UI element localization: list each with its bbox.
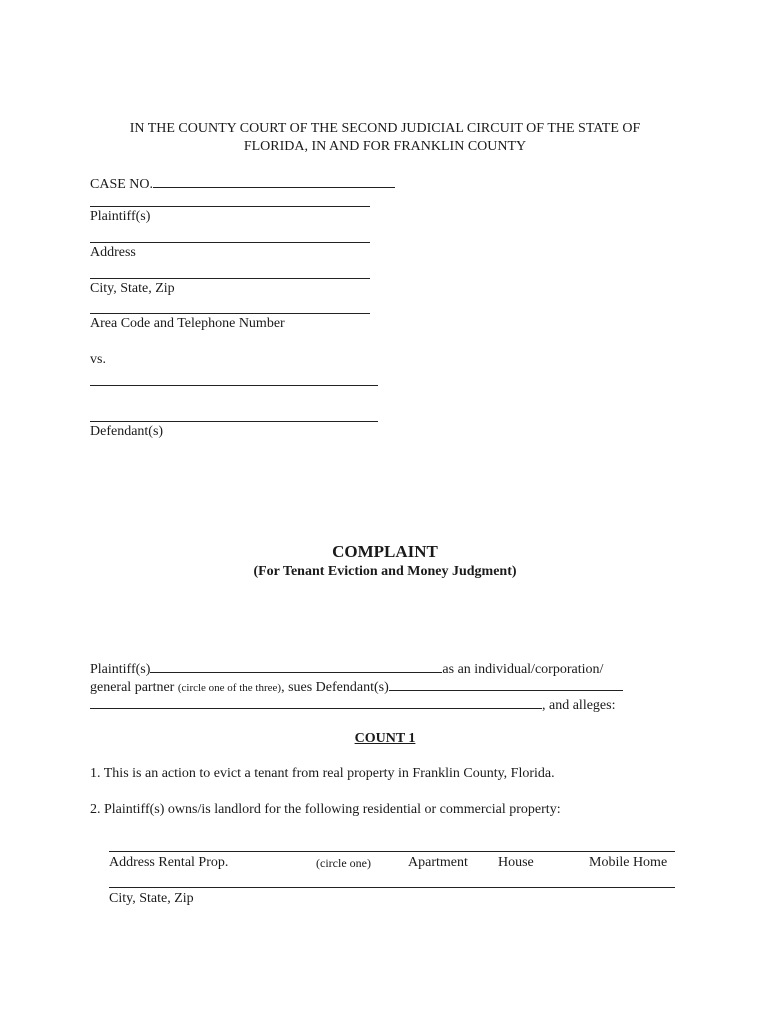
intro-plaintiff-field[interactable] bbox=[150, 659, 442, 673]
rental-address-label: Address Rental Prop. bbox=[109, 855, 229, 870]
intro-as-individual-label: as an individual/corporation/ bbox=[442, 662, 604, 677]
intro-general-partner-label: general partner bbox=[90, 680, 175, 695]
count1-item1: 1. This is an action to evict a tenant from real property in Franklin County, Florida. bbox=[90, 766, 555, 781]
rental-address-field[interactable] bbox=[109, 851, 675, 852]
plaintiff-address-field[interactable] bbox=[90, 242, 370, 243]
plaintiff-phone-field[interactable] bbox=[90, 313, 370, 314]
plaintiff-name-field[interactable] bbox=[90, 206, 370, 207]
defendant-label: Defendant(s) bbox=[90, 424, 164, 439]
count1-heading bbox=[0, 731, 770, 747]
intro-sues-label: , sues Defendant(s) bbox=[281, 680, 389, 695]
defendant-name-field-1[interactable] bbox=[90, 385, 378, 386]
complaint-title: COMPLAINT bbox=[332, 542, 438, 561]
rental-city-label: City, State, Zip bbox=[109, 891, 194, 906]
plaintiff-city-field[interactable] bbox=[90, 278, 370, 279]
circle-one-note: (circle one) bbox=[316, 856, 371, 870]
plaintiff-label: Plaintiff(s) bbox=[90, 209, 151, 224]
rental-city-field[interactable] bbox=[109, 887, 675, 888]
intro-defendant-field[interactable] bbox=[389, 677, 623, 691]
option-apartment[interactable]: Apartment bbox=[408, 855, 468, 870]
count1-heading-text: COUNT 1 bbox=[354, 731, 416, 746]
intro-line1 bbox=[90, 659, 603, 678]
court-header-line2: FLORIDA, IN AND FOR FRANKLIN COUNTY bbox=[243, 139, 527, 154]
versus-label: vs. bbox=[90, 352, 106, 367]
complaint-subtitle: (For Tenant Eviction and Money Judgment) bbox=[253, 564, 517, 579]
intro-line2 bbox=[90, 677, 623, 696]
phone-label: Area Code and Telephone Number bbox=[90, 316, 285, 331]
intro-line3 bbox=[90, 695, 615, 714]
defendant-name-field-2[interactable] bbox=[90, 421, 378, 422]
address-label: Address bbox=[90, 245, 136, 260]
intro-circle-three-note: (circle one of the three) bbox=[177, 682, 282, 694]
case-number-row bbox=[90, 174, 395, 193]
intro-defendant-field-2[interactable] bbox=[90, 695, 542, 709]
city-state-zip-label: City, State, Zip bbox=[90, 281, 175, 296]
case-number-label: CASE NO. bbox=[90, 177, 154, 192]
case-number-field[interactable] bbox=[153, 174, 395, 188]
option-house[interactable]: House bbox=[498, 855, 534, 870]
court-header-line1: IN THE COUNTY COURT OF THE SECOND JUDICIAL CIRCUIT OF THE STATE OF bbox=[129, 121, 641, 136]
option-mobile-home[interactable]: Mobile Home bbox=[589, 855, 668, 870]
intro-and-alleges-label: , and alleges: bbox=[542, 698, 616, 713]
intro-plaintiffs-label: Plaintiff(s) bbox=[90, 662, 151, 677]
count1-item2: 2. Plaintiff(s) owns/is landlord for the following residential or commercial property: bbox=[90, 802, 561, 817]
